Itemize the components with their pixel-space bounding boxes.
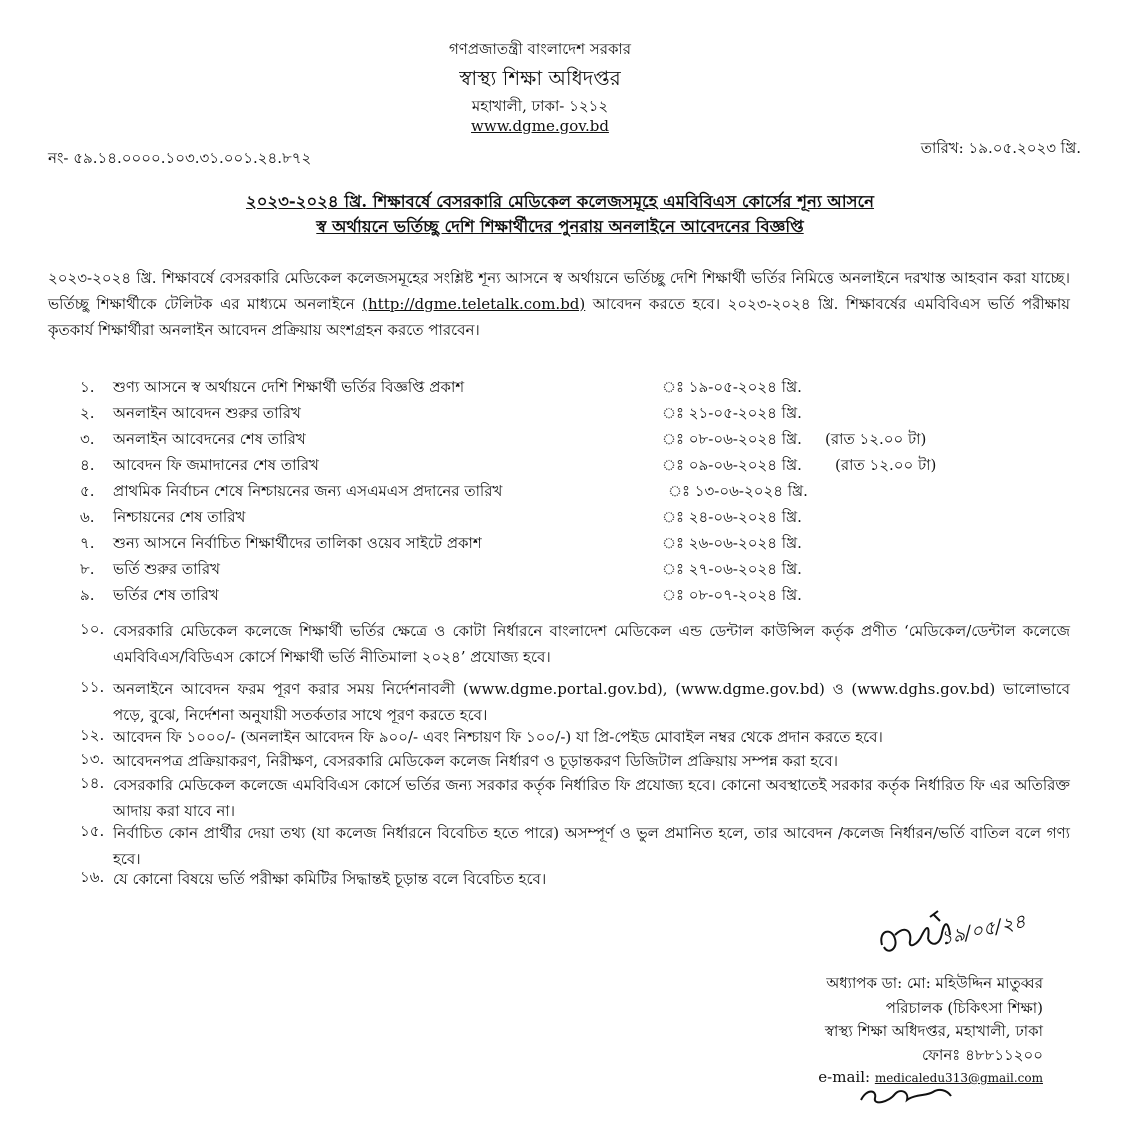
website-link[interactable]: www.dgme.gov.bd [471,117,609,135]
schedule-row [0,454,1123,480]
schedule-text: শুণ্য আসনে স্ব অর্থায়নে দেশি শিক্ষার্থী ভর্তির বিজ্ঞপ্তি প্রকাশ [113,378,465,396]
schedule-date: ঃ ০৮-০৭-২০২৪ খ্রি. [662,586,802,604]
clause-text: বেসরকারি মেডিকেল কলেজে শিক্ষার্থী ভর্তির ক্ষেত্রে ও কোটা নির্ধারনে বাংলাদেশ মেডিকেল এন্ড ডেন্টাল কাউন্সিল কর্তৃক প্রণীত ‘মেডিকেল/ডেন্টাল কলেজে এমবিবিএস/বিডিএস কোর্সে শিক্ষার্থী ভর্তি নীতিমালা ২০২৪’ প্রযোজ্য হবে। [113,622,1070,666]
schedule-row [0,584,1123,610]
schedule-row [0,376,1123,402]
schedule-date: ঃ ২১-০৫-২০২৪ খ্রি. [662,404,802,422]
memo-number: নং- ৫৯.১৪.০০০০.১০৩.৩১.০০১.২৪.৮৭২ [48,149,312,167]
schedule-date: ঃ ২৪-০৬-২০২৪ খ্রি. [662,508,802,526]
schedule-row [0,402,1123,428]
schedule-date: ঃ ১৩-০৬-২০২৪ খ্রি. [668,482,808,500]
clause-text: অনলাইনে আবেদন ফরম পূরণ করার সময় নির্দেশনাবলী (www.dgme.portal.gov.bd), (www.dgme.gov.bd) ও (www.dghs.gov.bd) ভালোভাবে পড়ে, বুঝে, নির্দেশনা অনুযায়ী সতর্কতার সাথে পূরণ করতে হবে। [113,680,1070,724]
schedule-row [0,428,1123,454]
schedule-row [0,480,1123,506]
clause-text: আবেদনপত্র প্রক্রিয়াকরণ, নিরীক্ষণ, বেসরকারি মেডিকেল কলেজ নির্ধারণ ও চূড়ান্তকরণ ডিজিটাল প্রক্রিয়ায় সম্পন্ন করা হবে। [113,752,839,770]
schedule-note: (রাত ১২.০০ টা) [835,456,937,474]
department-heading: স্বাস্থ্য শিক্ষা অধিদপ্তর [459,66,621,90]
clause-number: ১৫. [80,822,105,840]
signatory-phone: ফোনঃ ৪৮৮১১২০০ [921,1046,1043,1064]
notice-date: তারিখ: ১৯.০৫.২০২৩ খ্রি. [920,139,1081,157]
address-line: মহাখালী, ঢাকা- ১২১২ [471,97,609,115]
signatory-office: স্বাস্থ্য শিক্ষা অধিদপ্তর, মহাখালী, ঢাকা [824,1022,1043,1040]
schedule-note: (রাত ১২.০০ টা) [825,430,927,448]
schedule-number: ২. [80,404,95,422]
schedule-number: ৬. [80,508,95,526]
notice-title-line-1: ২০২৩-২০২৪ খ্রি. শিক্ষাবর্ষে বেসরকারি মেডিকেল কলেজসমূহে এমবিবিএস কোর্সের শূন্য আসনে [245,192,875,211]
schedule-text: নিশ্চায়নের শেষ তারিখ [113,508,246,526]
schedule-number: ৯. [80,586,95,604]
clause-number: ১১. [80,678,105,696]
email-label: e-mail: [818,1068,875,1086]
schedule-date: ঃ ২৭-০৬-২০২৪ খ্রি. [662,560,802,578]
schedule-number: ১. [80,378,95,396]
schedule-number: ৮. [80,560,95,578]
schedule-text: শুন্য আসনে নির্বাচিত শিক্ষার্থীদের তালিকা ওয়েব সাইটে প্রকাশ [113,534,482,552]
schedule-date: ঃ ২৬-০৬-২০২৪ খ্রি. [662,534,802,552]
schedule-date: ঃ ০৯-০৬-২০২৪ খ্রি. [662,456,802,474]
schedule-row [0,558,1123,584]
schedule-text: আবেদন ফি জমাদানের শেষ তারিখ [113,456,319,474]
schedule-number: ৩. [80,430,95,448]
signatory-name: অধ্যাপক ডা: মো: মহিউদ্দিন মাতুব্বর [826,974,1043,992]
government-heading: গণপ্রজাতন্ত্রী বাংলাদেশ সরকার [448,40,632,58]
signature-date: ১৯/০৫/২৪ [938,910,1028,950]
schedule-text: প্রাথমিক নির্বাচন শেষে নিশ্চায়নের জন্য এসএমএস প্রদানের তারিখ [113,482,503,500]
clause-text: নির্বাচিত কোন প্রার্থীর দেয়া তথ্য (যা কলেজ নির্ধারনে বিবেচিত হতে পারে) অসম্পূর্ণ ও ভুল প্রমানিত হলে, তার আবেদন /কলেজ নির্ধারন/ভর্তি বাতিল বলে গণ্য হবে। [113,824,1070,868]
schedule-number: ৪. [80,456,95,474]
clause-number: ১০. [80,620,105,638]
schedule-text: অনলাইন আবেদনের শেষ তারিখ [113,430,306,448]
intro-paragraph [48,265,1070,343]
schedule-date: ঃ ০৮-০৬-২০২৪ খ্রি. [662,430,802,448]
schedule-row [0,506,1123,532]
clause-text: আবেদন ফি ১০০০/- (অনলাইন আবেদন ফি ৯০০/- এবং নিশ্চায়ণ ফি ১০০/-) যা প্রি-পেইড মোবাইল নম্বর থেকে প্রদান করতে হবে। [113,728,883,746]
schedule-text: ভর্তি শুরুর তারিখ [113,560,220,578]
clause-text: যে কোনো বিষয়ে ভর্তি পরীক্ষা কমিটির সিদ্ধান্তই চূড়ান্ত বলে বিবেচিত হবে। [113,870,547,888]
clause-number: ১৩. [80,750,105,768]
clause-number: ১২. [80,726,105,744]
clause-number: ১৬. [80,868,105,886]
intro-text-2: আবেদন করতে হবে। ২০২৩-২০২৪ খ্রি. শিক্ষাবর্ষের এমবিবিএস ভর্তি পরীক্ষায় কৃতকার্য শিক্ষার্থীরা অনলাইন আবেদন প্রক্রিয়ায় অংশগ্রহন করতে পারবেন। [48,295,1071,339]
schedule-date: ঃ ১৯-০৫-২০২৪ খ্রি. [662,378,802,396]
schedule-number: ৫. [80,482,95,500]
email-link[interactable]: medicaledu313@gmail.com [874,1071,1043,1085]
schedule-text: ভর্তির শেষ তারিখ [113,586,219,604]
teletalk-link[interactable]: (http://dgme.teletalk.com.bd) [362,295,586,313]
initial-signature [855,1082,955,1108]
schedule-text: অনলাইন আবেদন শুরুর তারিখ [113,404,301,422]
clause-text: বেসরকারি মেডিকেল কলেজে এমবিবিএস কোর্সে ভর্তির জন্য সরকার কর্তৃক নির্ধারিত ফি প্রযোজ্য হবে। কোনো অবস্থাতেই সরকার কর্তৃক নির্ধারিত ফি এর অতিরিক্ত আদায় করা যাবে না। [113,776,1070,820]
schedule-number: ৭. [80,534,95,552]
signatory-designation: পরিচালক (চিকিৎসা শিক্ষা) [885,999,1043,1017]
intro-text-1: ২০২৩-২০২৪ খ্রি. শিক্ষাবর্ষে বেসরকারি মেডিকেল কলেজসমূহের সংশ্লিষ্ট শূন্য আসনে স্ব অর্থায়নে ভর্তিচ্ছু দেশি শিক্ষার্থী ভর্তির নিমিত্তে অনলাইনে দরখাস্ত আহবান করা যাচ্ছে। ভর্তিচ্ছু শিক্ষার্থীকে টেলিটক এর মাধ্যমে অনলাইনে [48,269,1070,313]
notice-title-line-2: স্ব অর্থায়নে ভর্তিচ্ছু দেশি শিক্ষার্থীদের পুনরায় অনলাইনে আবেদনের বিজ্ঞপ্তি [316,217,804,236]
clause-number: ১৪. [80,774,105,792]
schedule-row [0,532,1123,558]
